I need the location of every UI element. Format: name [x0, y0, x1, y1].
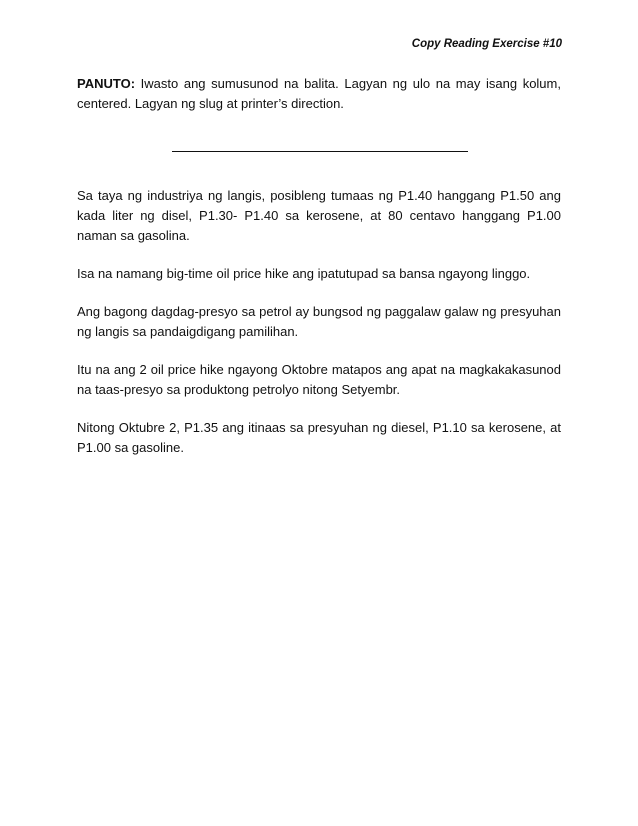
instructions-label: PANUTO: — [77, 76, 136, 91]
instructions-paragraph — [77, 74, 561, 114]
instructions-section — [77, 74, 561, 114]
instructions-text: Iwasto ang sumusunod na balita. Lagyan ng ulo na may isang kolum, centered. Lagyan ng slug at printer’s direction. — [77, 76, 561, 111]
headline-blank-line — [172, 151, 468, 152]
article-paragraph: Sa taya ng industriya ng langis, posibleng tumaas ng P1.40 hanggang P1.50 ang kada liter ng disel, P1.30- P1.40 sa kerosene, at 80 centavo hanggang P1.00 naman sa gasolina. — [77, 188, 561, 243]
article-paragraph: Isa na namang big-time oil price hike ang ipatutupad sa bansa ngayong linggo. — [77, 266, 531, 281]
article-paragraph: Ang bagong dagdag-presyo sa petrol ay bungsod ng paggalaw galaw ng presyuhan ng langis sa pandaigdigang pamilihan. — [77, 304, 561, 339]
article-paragraph: Itu na ang 2 oil price hike ngayong Oktobre matapos ang apat na magkakakasunod na taas-presyo sa produktong petrolyo nitong Setyembr. — [77, 362, 561, 397]
news-article — [77, 186, 561, 476]
article-paragraph: Nitong Oktubre 2, P1.35 ang itinaas sa presyuhan ng diesel, P1.10 sa kerosene, at P1.00 sa gasoline. — [77, 420, 561, 455]
exercise-title: Copy Reading Exercise #10 — [411, 38, 562, 50]
